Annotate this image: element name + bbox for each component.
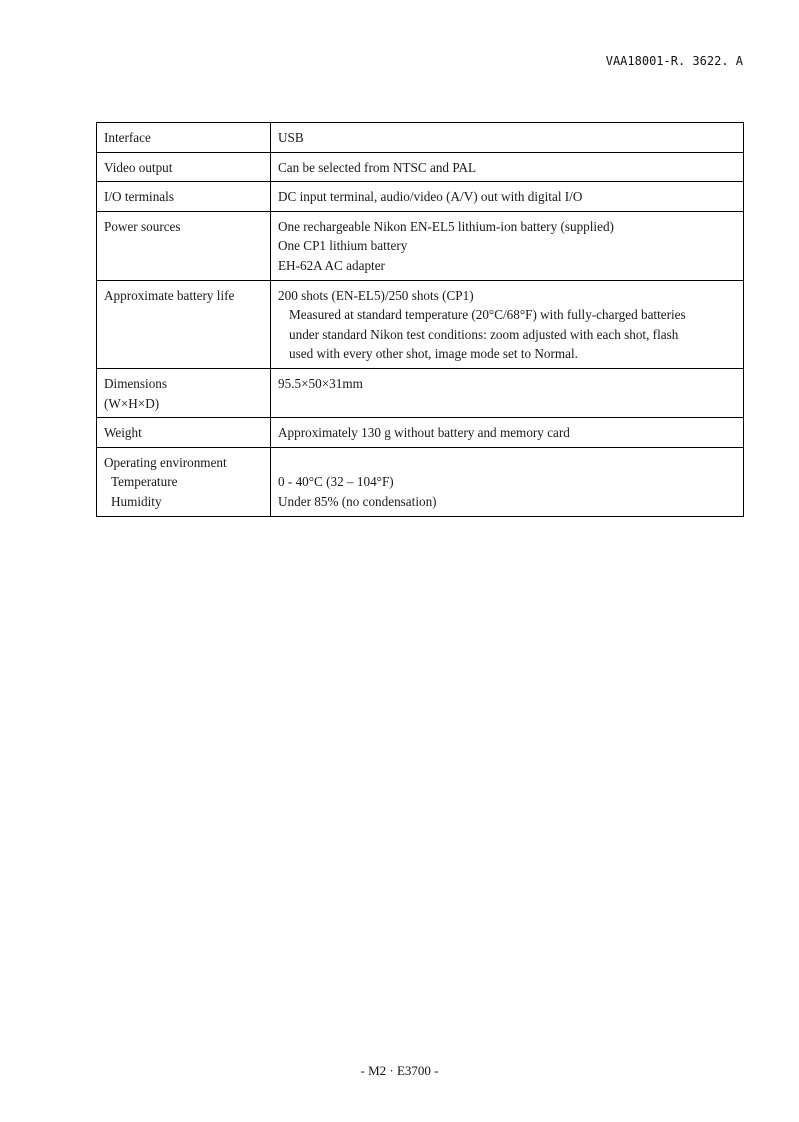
- table-row: [97, 368, 744, 417]
- spec-label: [97, 123, 271, 153]
- battery-life-note-line-2: under standard Nikon test conditions: zoom adjusted with each shot, flash: [289, 326, 679, 342]
- label-power-sources: Power sources: [104, 218, 181, 234]
- label-dimensions: Dimensions: [104, 375, 168, 391]
- label-temperature: Temperature: [111, 474, 178, 490]
- page-footer: - M2 · E3700 -: [360, 1063, 439, 1078]
- spec-label: [97, 447, 271, 516]
- label-io-terminals: I/O terminals: [104, 189, 174, 205]
- battery-life-note-line-3: used with every other shot, image mode set to Normal.: [289, 346, 578, 362]
- label-dimensions-unit: (W×H×D): [104, 395, 160, 411]
- specifications-table: [96, 122, 744, 517]
- value-humidity: Under 85% (no condensation): [278, 493, 437, 509]
- spec-value: [271, 123, 744, 153]
- value-temperature: 0 - 40°C (32 – 104°F): [278, 474, 394, 490]
- table-row: [97, 152, 744, 182]
- spec-value: [271, 182, 744, 212]
- spec-value: [271, 152, 744, 182]
- label-battery-life: Approximate battery life: [104, 287, 235, 303]
- table-row: [97, 123, 744, 153]
- spec-label: [97, 418, 271, 448]
- label-video-output: Video output: [104, 159, 173, 175]
- table-row: [97, 447, 744, 516]
- spec-label: [97, 368, 271, 417]
- spec-label: [97, 280, 271, 368]
- value-weight: Approximately 130 g without battery and memory card: [278, 425, 570, 441]
- value-power-source-1: One rechargeable Nikon EN-EL5 lithium-ion battery (supplied): [278, 218, 614, 234]
- spec-value: [271, 211, 744, 280]
- table-row: [97, 280, 744, 368]
- value-io-terminals: DC input terminal, audio/video (A/V) out with digital I/O: [278, 189, 583, 205]
- spacer: [278, 453, 736, 473]
- spec-value: [271, 368, 744, 417]
- value-power-source-3: EH-62A AC adapter: [278, 257, 385, 273]
- value-video-output: Can be selected from NTSC and PAL: [278, 159, 477, 175]
- label-weight: Weight: [104, 425, 142, 441]
- label-interface: Interface: [104, 130, 151, 145]
- value-battery-life: 200 shots (EN-EL5)/250 shots (CP1): [278, 287, 474, 303]
- table-row: [97, 211, 744, 280]
- table-row: [97, 182, 744, 212]
- spec-value: [271, 447, 744, 516]
- spec-label: [97, 182, 271, 212]
- spec-value: [271, 280, 744, 368]
- spec-label: [97, 211, 271, 280]
- spec-label: [97, 152, 271, 182]
- value-power-source-2: One CP1 lithium battery: [278, 238, 408, 254]
- spec-value: [271, 418, 744, 448]
- label-operating-environment: Operating environment: [104, 454, 227, 470]
- table-row: [97, 418, 744, 448]
- value-dimensions: 95.5×50×31mm: [278, 375, 363, 391]
- value-interface: USB: [278, 130, 304, 145]
- battery-life-note-line-1: Measured at standard temperature (20°C/68°F) with fully-charged batteries: [289, 307, 686, 323]
- document-id: VAA18001-R. 3622. A: [605, 54, 743, 68]
- label-humidity: Humidity: [111, 493, 162, 509]
